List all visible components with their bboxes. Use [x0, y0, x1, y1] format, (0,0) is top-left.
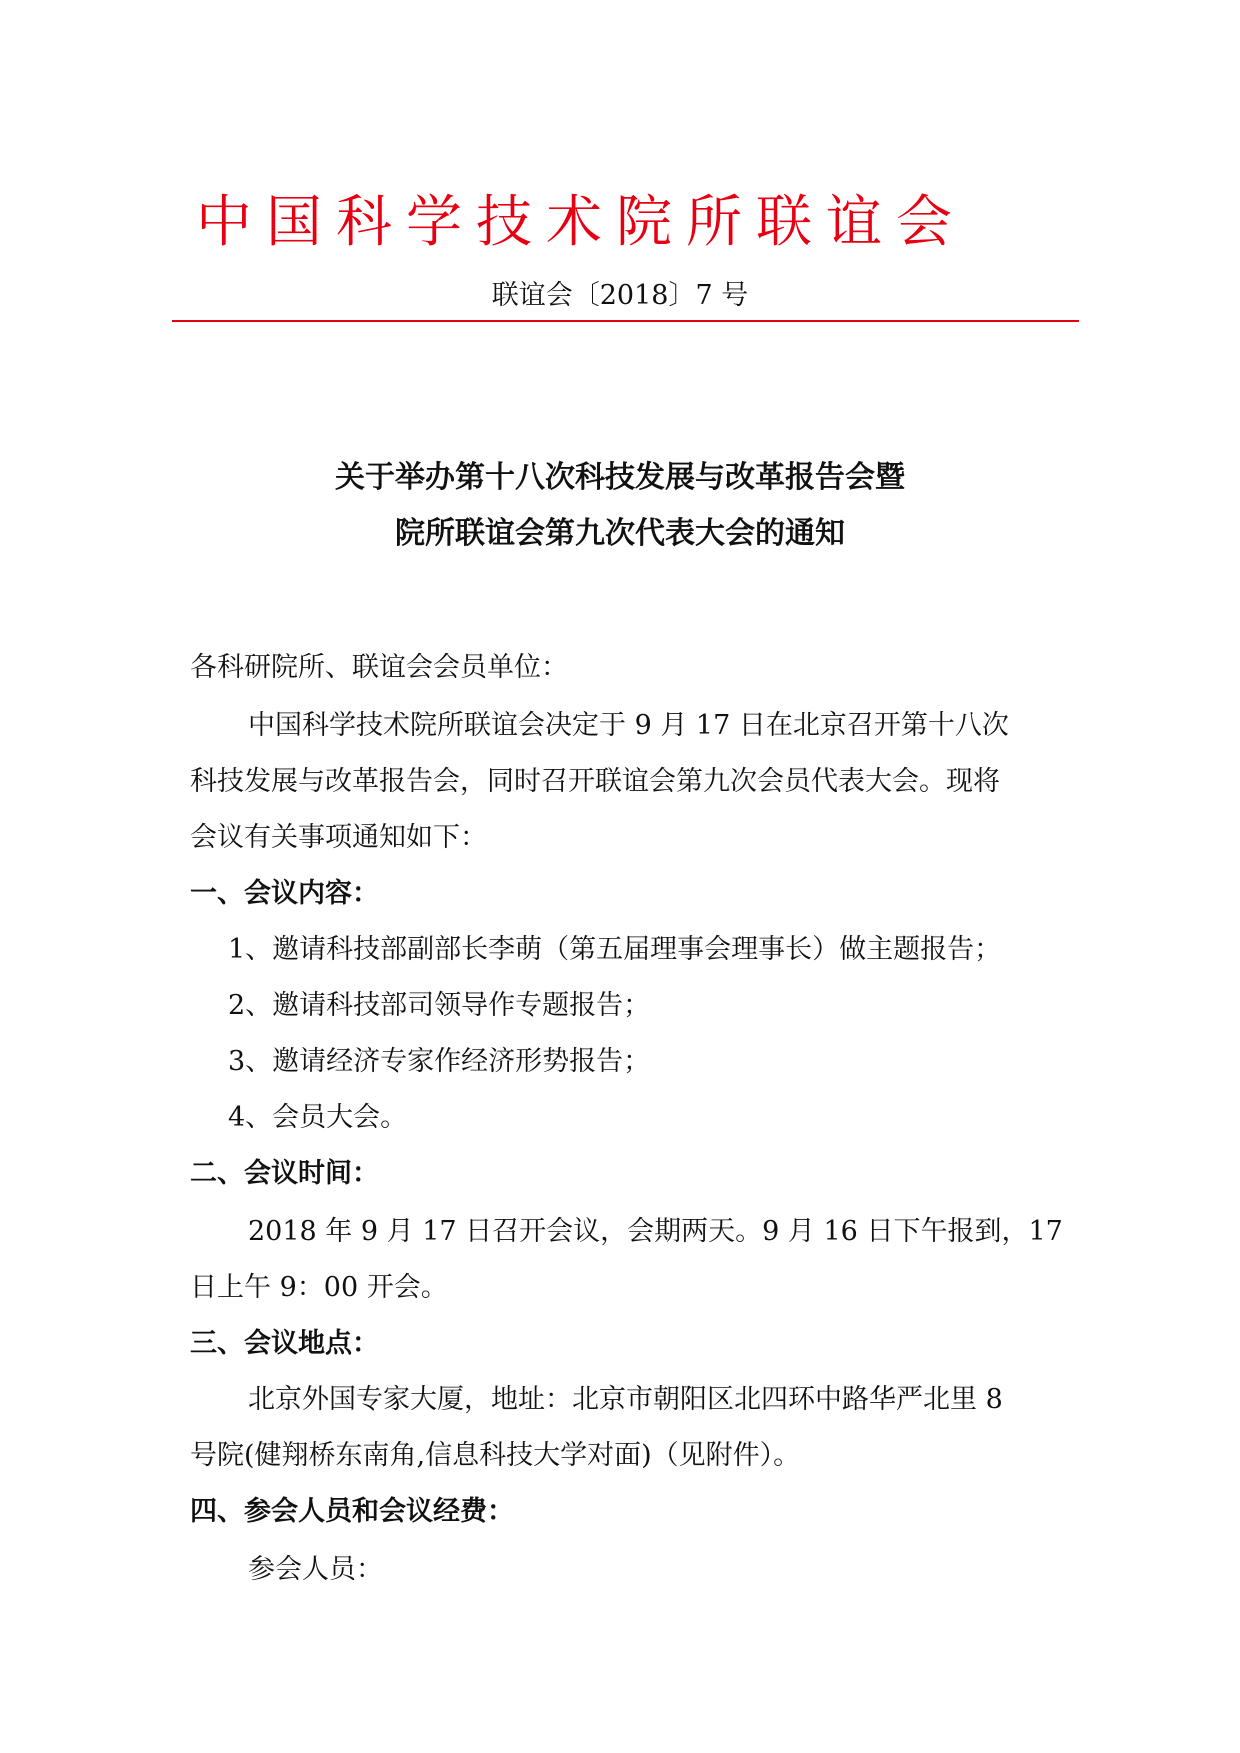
section-2-line-2: 日上午 9：00 开会。: [190, 1272, 448, 1303]
section-1-heading: 一、会议内容：: [190, 878, 379, 909]
section-1-item-3: 3、邀请经济专家作经济形势报告；: [228, 1046, 651, 1077]
section-3-heading: 三、会议地点：: [190, 1328, 379, 1359]
intro-line-3: 会议有关事项通知如下：: [190, 822, 487, 853]
section-1-item-1: 1、邀请科技部副部长李萌（第五届理事会理事长）做主题报告；: [228, 934, 1002, 965]
notice-title-line-1: 关于举办第十八次科技发展与改革报告会暨: [335, 460, 905, 495]
salutation: 各科研院所、联谊会会员单位：: [190, 652, 568, 683]
document-number: 联谊会〔2018〕7 号: [491, 280, 749, 311]
red-header-rule: [172, 320, 1079, 322]
section-2-heading: 二、会议时间：: [190, 1158, 379, 1189]
section-1-item-4: 4、会员大会。: [228, 1102, 408, 1133]
intro-line-2: 科技发展与改革报告会，同时召开联谊会第九次会员代表大会。现将: [190, 766, 1000, 797]
notice-title-line-2: 院所联谊会第九次代表大会的通知: [395, 516, 845, 551]
organization-title: 中国科学技术院所联谊会: [196, 190, 966, 255]
section-4-line-1: 参会人员：: [248, 1554, 383, 1585]
section-4-heading: 四、参会人员和会议经费：: [190, 1496, 514, 1527]
section-3-line-1: 北京外国专家大厦，地址：北京市朝阳区北四环中路华严北里 8: [248, 1384, 1003, 1415]
intro-line-1: 中国科学技术院所联谊会决定于 9 月 17 日在北京召开第十八次: [248, 710, 1009, 741]
section-2-line-1: 2018 年 9 月 17 日召开会议，会期两天。9 月 16 日下午报到，17: [248, 1216, 1063, 1247]
section-3-line-2: 号院(健翔桥东南角,信息科技大学对面)（见附件）。: [190, 1440, 801, 1471]
section-1-item-2: 2、邀请科技部司领导作专题报告；: [228, 990, 651, 1021]
